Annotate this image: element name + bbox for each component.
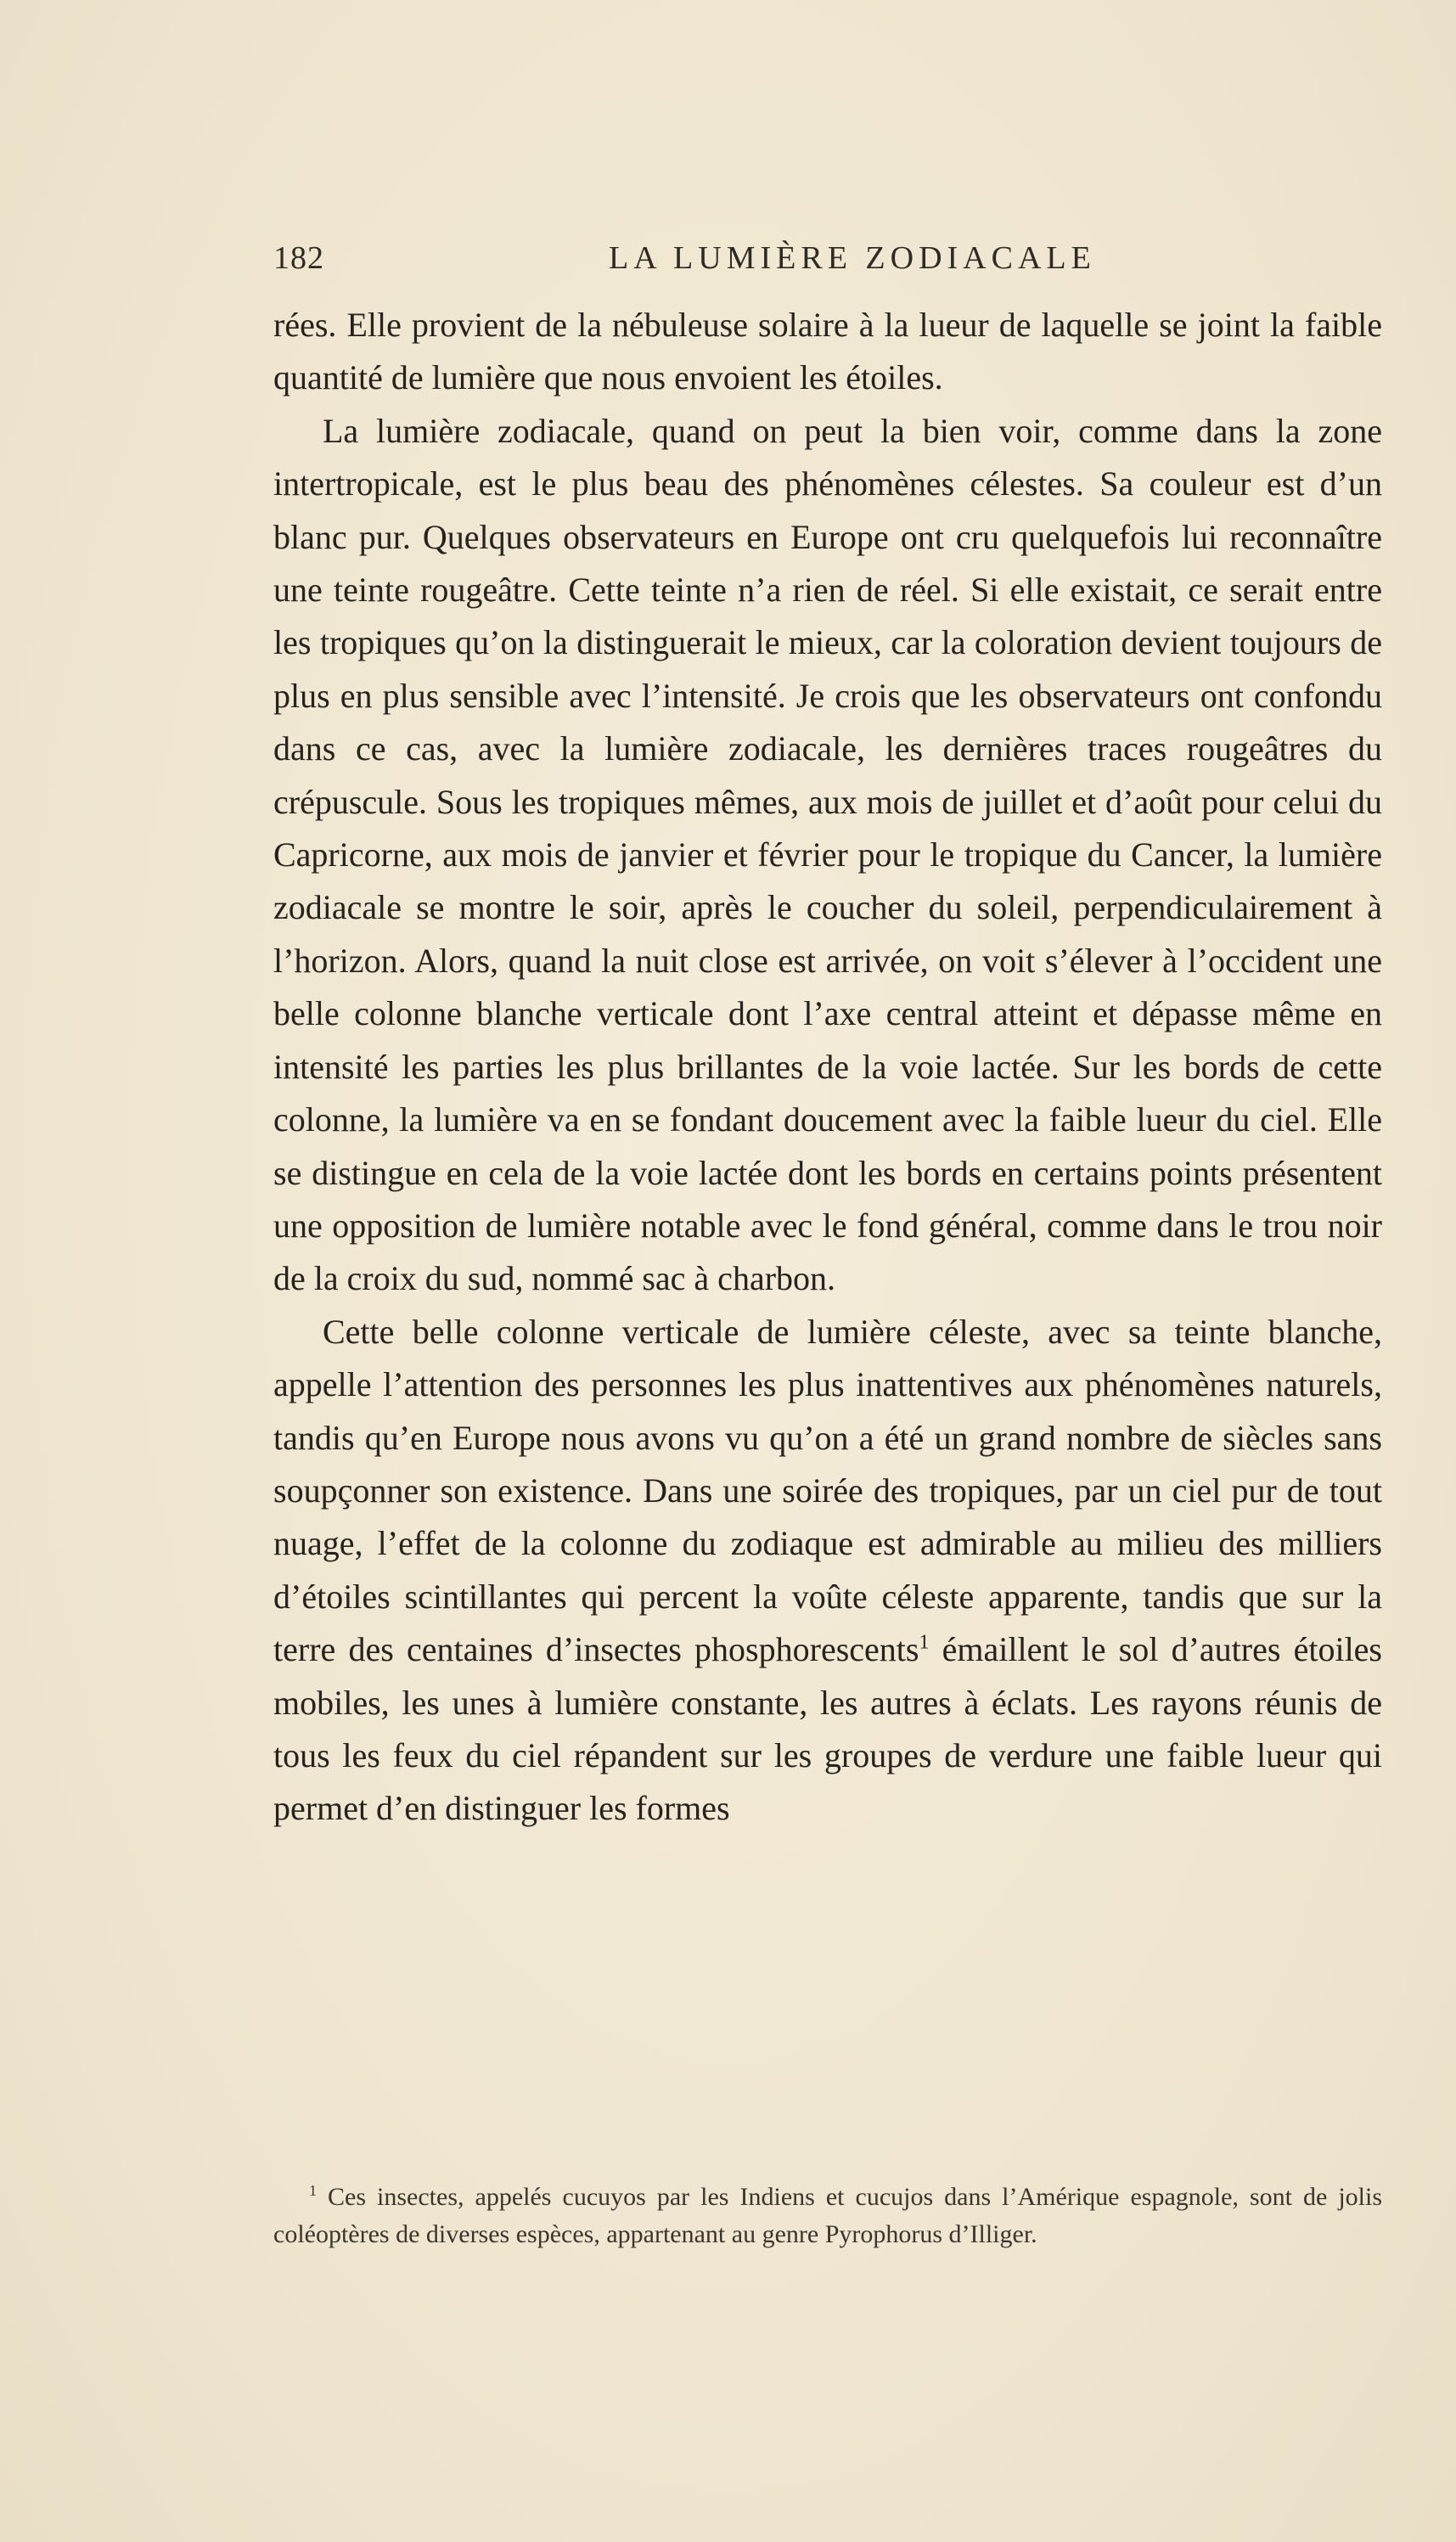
paragraph-3-text-start: Cette belle colonne verticale de lumière céleste, avec sa teinte blanche, appelle l’attention des personnes les plus inattentives aux phénomènes naturels, tandis qu’en Europe nous avons vu qu’on a été un grand nombre de siècles sans soupçonner son existence. Dans une soirée des tropiques, par un ciel pur de tout nuage, l’effet de la colonne du zodiaque est admirable au milieu des milliers d’étoiles scintillantes qui percent la voûte céleste apparente, tandis que sur la terre des centaines d’insectes phosphorescents xyxy=(273,1312,1382,1669)
paragraph-3 xyxy=(273,1306,1382,1836)
footnote-text: Ces insectes, appelés cucuyos par les Indiens et cucujos dans l’Amérique espagnole, sont de jolis coléoptères de diverses espèces, appartenant au genre Pyrophorus d’Illiger. xyxy=(273,2183,1382,2248)
main-text xyxy=(273,299,1382,1836)
running-title: LA LUMIÈRE ZODIACALE xyxy=(609,240,1096,276)
footnote-reference: 1 xyxy=(919,1631,930,1654)
paragraph-1: rées. Elle provient de la nébuleuse solaire à la lueur de laquelle se joint la faible quantité de lumière que nous envoient les étoiles. xyxy=(273,306,1382,397)
page-header xyxy=(273,239,1409,290)
page-number: 182 xyxy=(273,240,324,276)
footnote-1 xyxy=(273,2179,1382,2253)
footnote-marker: 1 xyxy=(309,2182,317,2199)
footnotes xyxy=(273,2179,1382,2253)
paragraph-2: La lumière zodiacale, quand on peut la bien voir, comme dans la zone intertropicale, est le plus beau des phénomènes célestes. Sa couleur est d’un blanc pur. Quelques observateurs en Europe ont cru quelquefois lui reconnaître une teinte rougeâtre. Cette teinte n’a rien de réel. Si elle existait, ce serait entre les tropiques qu’on la distinguerait le mieux, car la coloration devient toujours de plus en plus sensible avec l’intensité. Je crois que les observateurs ont confondu dans ce cas, avec la lumière zodiacale, les dernières traces rougeâtres du crépuscule. Sous les tropiques mêmes, aux mois de juillet et d’août pour celui du Capricorne, aux mois de janvier et février pour le tropique du Cancer, la lumière zodiacale se montre le soir, après le coucher du soleil, perpendiculairement à l’horizon. Alors, quand la nuit close est arrivée, on voit s’élever à l’occident une belle colonne blanche verticale dont l’axe central atteint et dépasse même en intensité les parties les plus brillantes de la voie lactée. Sur les bords de cette colonne, la lumière va en se fondant doucement avec la faible lueur du ciel. Elle se distingue en cela de la voie lactée dont les bords en certains points présentent une opposition de lumière notable avec le fond général, comme dans le trou noir de la croix du sud, nommé sac à charbon. xyxy=(273,411,1382,1298)
paragraph-3-text-end: émaillent le sol d’autres étoiles mobiles, les unes à lumière constante, les autres à éclats. Les rayons réunis de tous les feux du ciel répandent sur les groupes de verdure une faible lueur qui permet d’en distinguer les formes xyxy=(273,1630,1382,1828)
